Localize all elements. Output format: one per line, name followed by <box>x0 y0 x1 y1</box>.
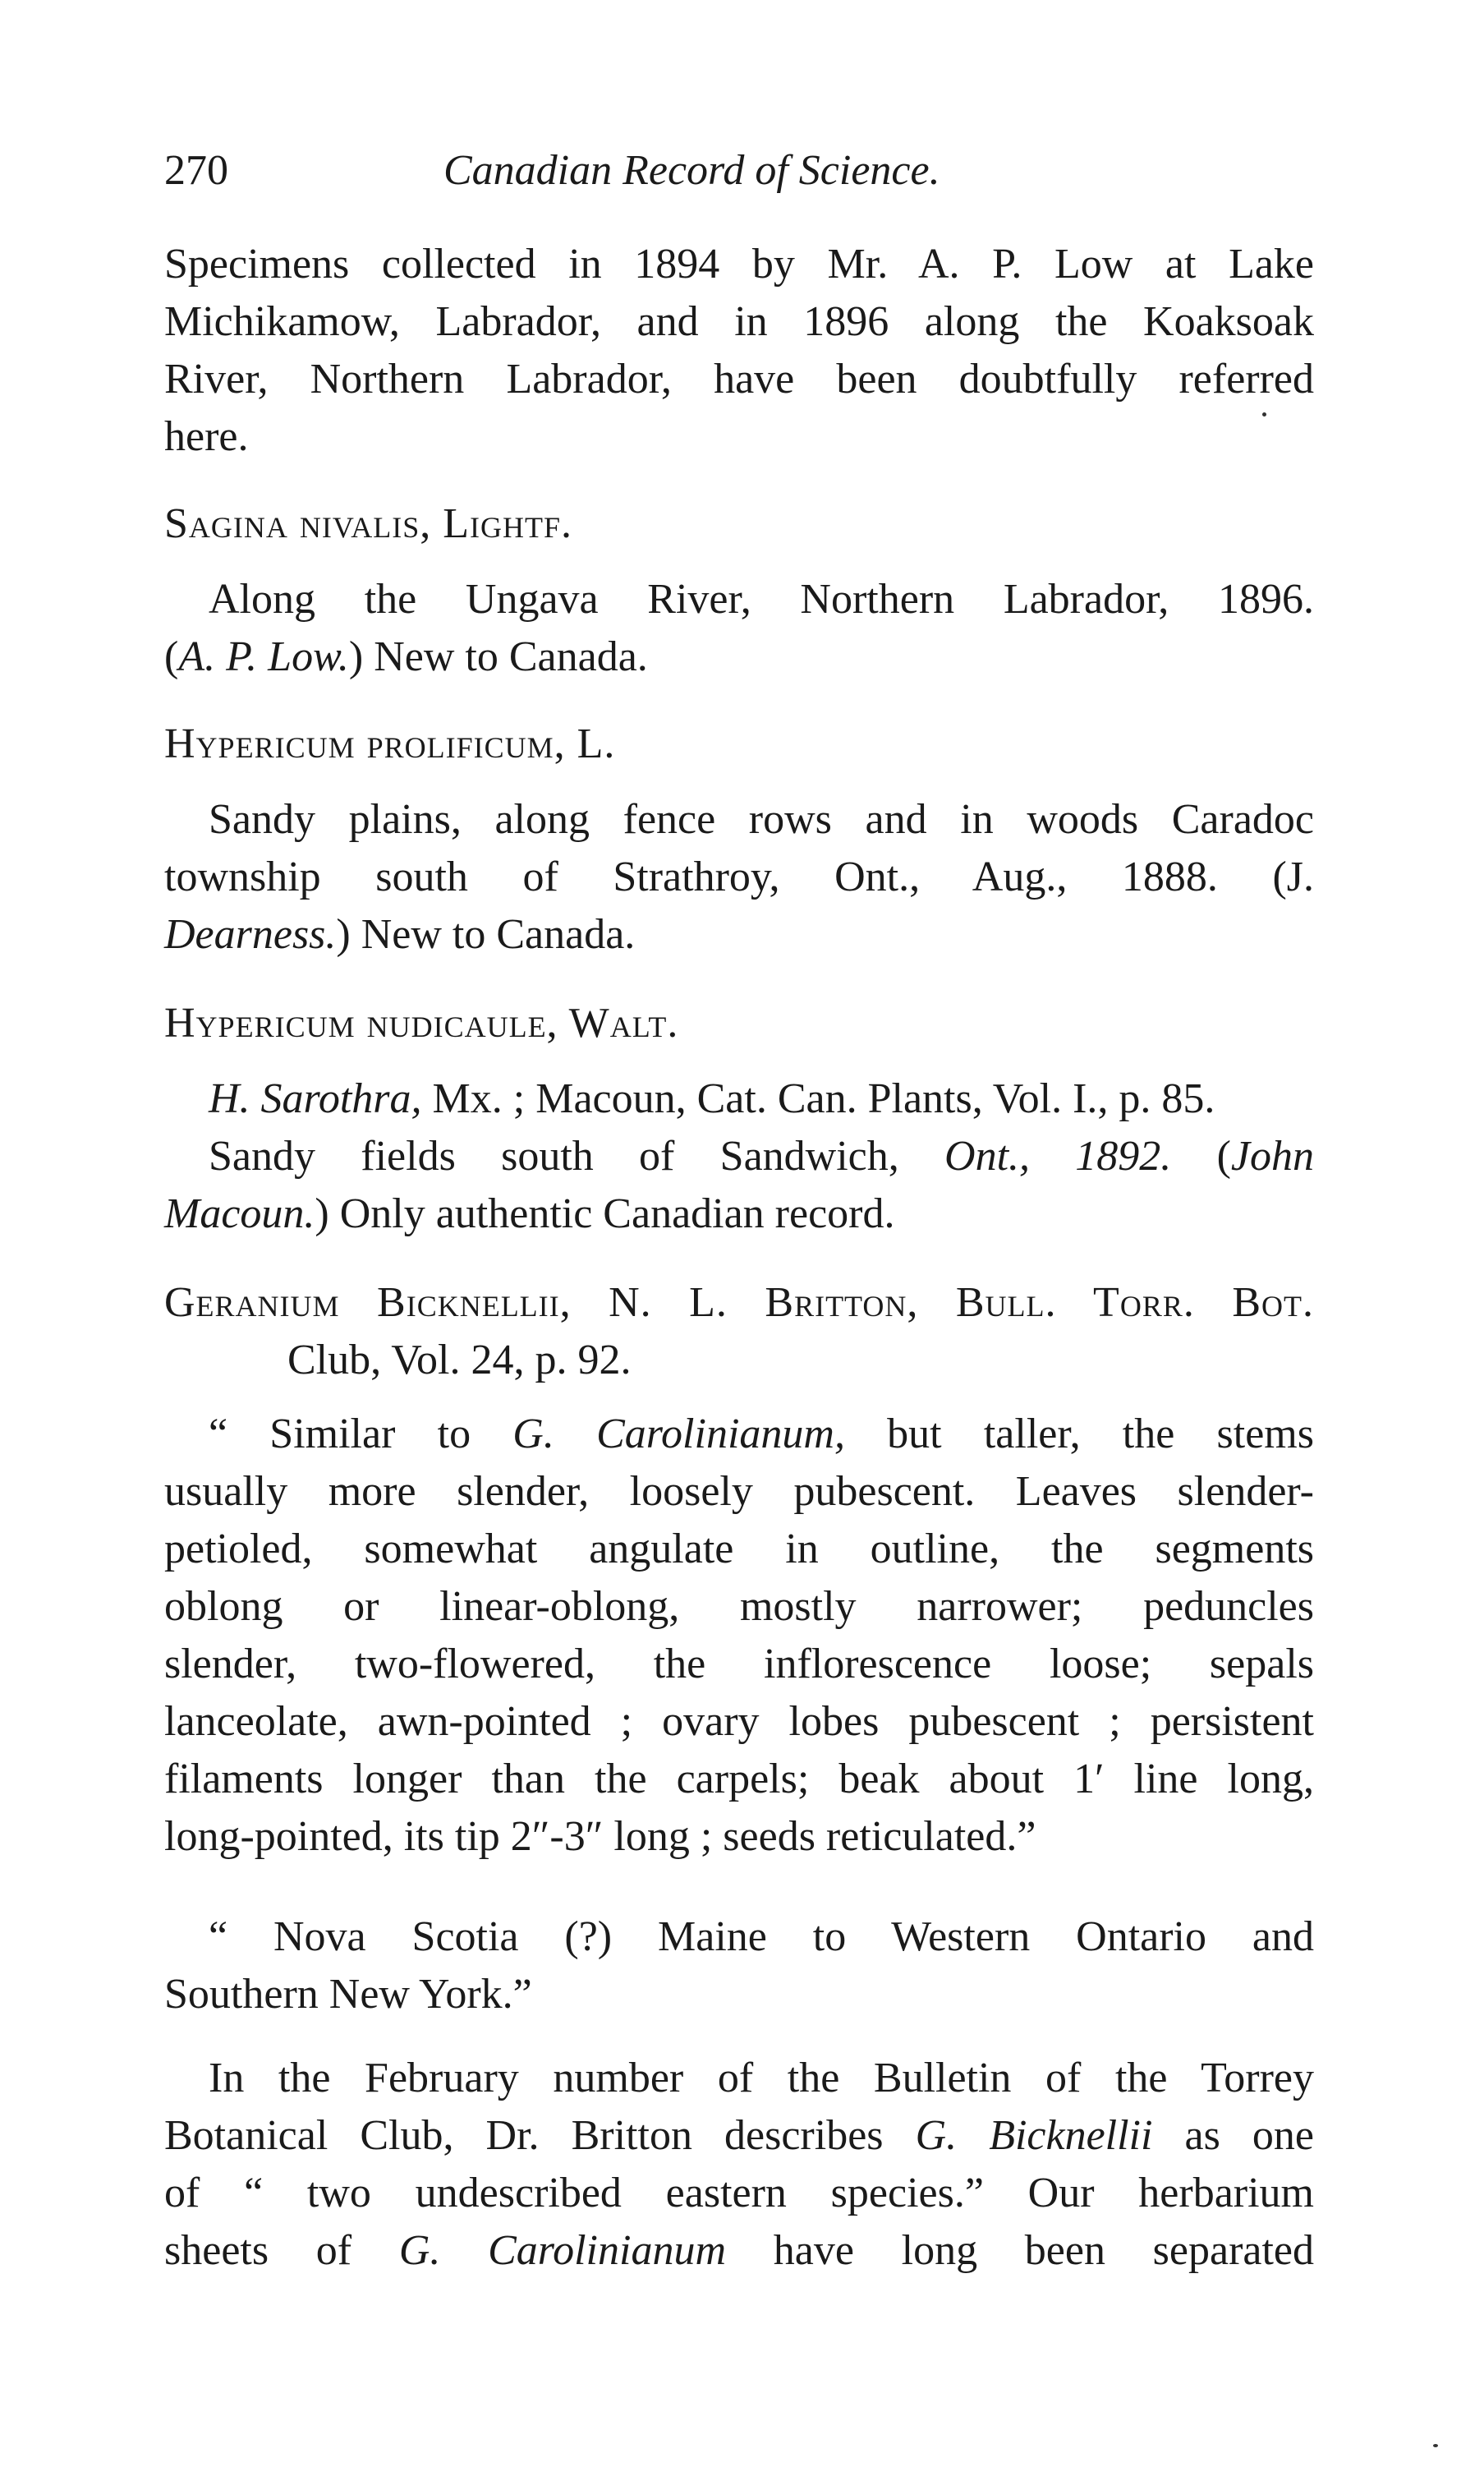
range-line: Southern New York.” <box>164 1971 532 2018</box>
text-line: of “ two undescribed eastern species.” Our herbarium <box>164 2170 1314 2216</box>
quote-line: oblong or linear-oblong, mostly narrower; peduncles <box>164 1583 1314 1630</box>
species-heading: Sagina nivalis, Lightf. <box>164 500 573 547</box>
journal-title: Canadian Record of Science. <box>443 147 940 194</box>
print-speck <box>1262 412 1266 417</box>
text-line: Botanical Club, Dr. Britton describes G. Bicknellii as one <box>164 2112 1314 2159</box>
text-line: here. <box>164 413 249 460</box>
species-heading: Geranium Bicknellii, N. L. Britton, Bull. Torr. Bot. <box>164 1279 1314 1326</box>
range-line: “ Nova Scotia (?) Maine to Western Ontario and <box>209 1913 1314 1960</box>
print-speck <box>1433 2444 1438 2447</box>
collector-name: A. P. Low. <box>178 633 349 680</box>
text-line: Michikamow, Labrador, and in 1896 along the Koaksoak <box>164 298 1314 345</box>
page-number: 270 <box>164 147 228 194</box>
collector-name: Macoun. <box>164 1190 315 1237</box>
text-line: Macoun.) Only authentic Canadian record. <box>164 1190 895 1237</box>
quote-line: “ Similar to G. Carolinianum, but taller, the stems <box>209 1411 1314 1457</box>
text-line: sheets of G. Carolinianum have long been separated <box>164 2227 1314 2274</box>
species-heading: Hypericum prolificum, L. <box>164 720 616 767</box>
text-line: Dearness.) New to Canada. <box>164 911 636 958</box>
collector-name: Dearness. <box>164 911 337 958</box>
text-line: (A. P. Low.) New to Canada. <box>164 633 648 680</box>
synonym-line: H. Sarothra, Mx. ; Macoun, Cat. Can. Plants, Vol. I., p. 85. <box>209 1075 1215 1122</box>
text-line: township south of Strathroy, Ont., Aug., 1888. (J. <box>164 854 1314 900</box>
quote-line: usually more slender, loosely pubescent. Leaves slender- <box>164 1468 1314 1515</box>
quote-line: slender, two-flowered, the inflorescence loose; sepals <box>164 1641 1314 1687</box>
running-head <box>164 146 1314 212</box>
text-line: In the February number of the Bulletin of the Torrey <box>209 2055 1314 2101</box>
quote-line: filaments longer than the carpels; beak about 1′ line long, <box>164 1756 1314 1802</box>
quote-line: petioled, somewhat angulate in outline, the segments <box>164 1526 1314 1572</box>
text-line: Specimens collected in 1894 by Mr. A. P. Low at Lake <box>164 241 1314 288</box>
text-line: Sandy fields south of Sandwich, Ont., 1892. (John <box>209 1133 1314 1180</box>
citation-line: Club, Vol. 24, p. 92. <box>287 1337 632 1383</box>
text-line: River, Northern Labrador, have been doubtfully referred <box>164 356 1314 403</box>
text-line: Along the Ungava River, Northern Labrador, 1896. <box>209 576 1314 623</box>
text-line: Sandy plains, along fence rows and in woods Caradoc <box>209 796 1314 843</box>
quote-line: long-pointed, its tip 2″-3″ long ; seeds reticulated.” <box>164 1813 1036 1860</box>
species-heading: Hypericum nudicaule, Walt. <box>164 1000 679 1047</box>
quote-line: lanceolate, awn-pointed ; ovary lobes pubescent ; persistent <box>164 1698 1314 1745</box>
